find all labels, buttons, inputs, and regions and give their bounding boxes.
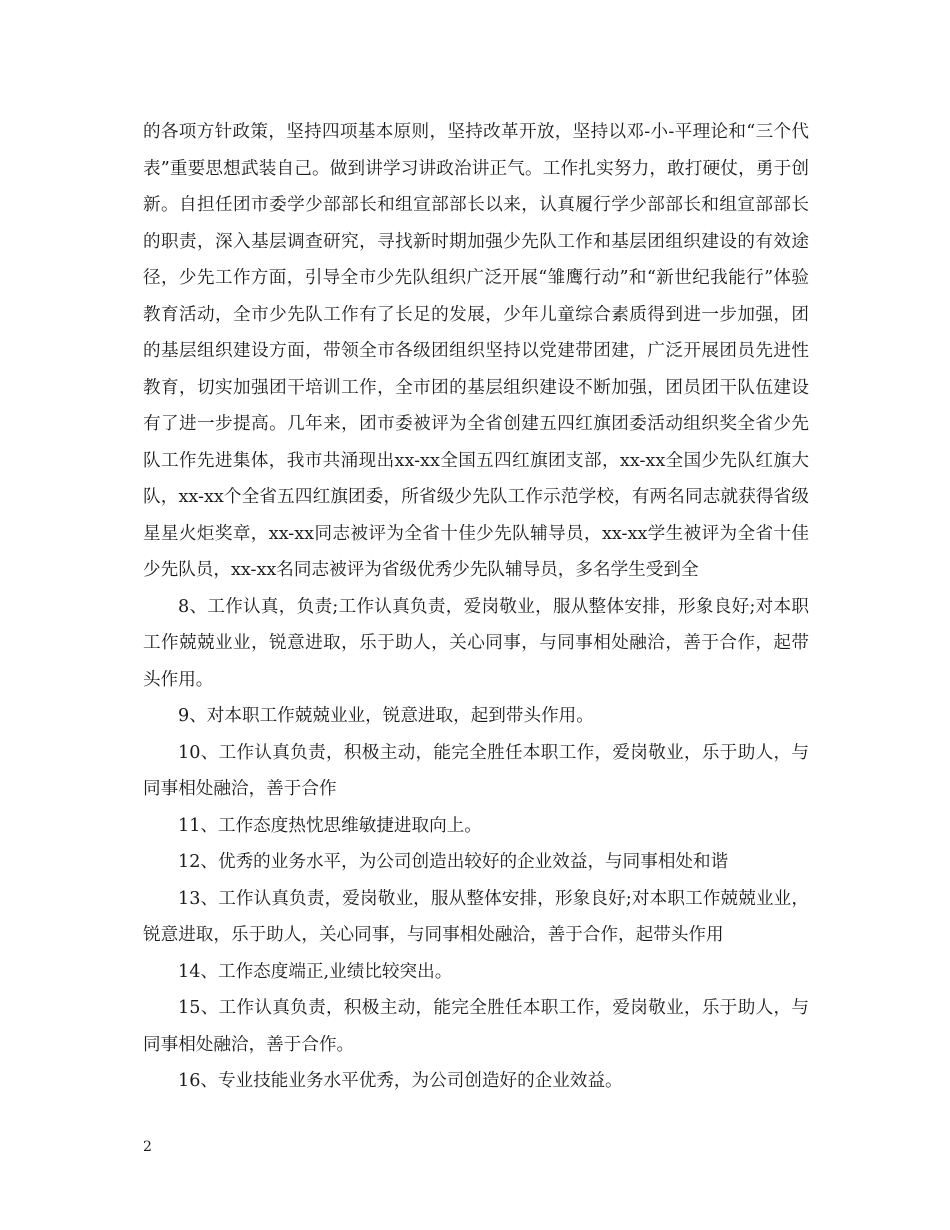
list-item-9: 9、对本职工作兢兢业业，锐意进取，起到带头作用。	[178, 706, 594, 726]
list-item-15: 15、工作认真负责，积极主动，能完全胜任本职工作，爱岗敬业，乐于助人，与同事相处融洽，善于合作。	[143, 998, 809, 1055]
list-item-10: 10、工作认真负责，积极主动，能完全胜任本职工作，爱岗敬业，乐于助人，与同事相处融洽，善于合作	[143, 742, 809, 799]
document-body	[143, 114, 809, 1100]
list-item-14: 14、工作态度端正,业绩比较突出。	[178, 961, 453, 982]
list-item-12: 12、优秀的业务水平，为公司创造出较好的企业效益，与同事相处和谐	[178, 852, 729, 872]
list-item-11: 11、工作态度热忱思维敏捷进取向上。	[178, 815, 482, 836]
list-item-8: 8、工作认真，负责;工作认真负责，爱岗敬业，服从整体安排，形象良好;对本职工作兢兢业业，锐意进取，乐于助人，关心同事，与同事相处融洽，善于合作，起带头作用。	[143, 596, 809, 690]
list-item-13: 13、工作认真负责，爱岗敬业，服从整体安排，形象良好;对本职工作兢兢业业，锐意进取，乐于助人，关心同事，与同事相处融洽，善于合作，起带头作用	[143, 888, 809, 945]
list-item-16: 16、专业技能业务水平优秀，为公司创造好的企业效益。	[178, 1071, 623, 1091]
page-number: 2	[143, 1139, 152, 1155]
body-paragraph: 的各项方针政策，坚持四项基本原则，坚持改革开放，坚持以邓-小-平理论和“三个代表”重要思想武装自己。做到讲学习讲政治讲正气。工作扎实努力，敢打硬仗，勇于创新。自担任团市委学少部部长和组宣部部长以来，认真履行学少部部长和组宣部部长的职责，深入基层调查研究，寻找新时期加强少先队工作和基层团组织建设的有效途径，少先工作方面，引导全市少先队组织广泛开展“雏鹰行动”和“新世纪我能行”体验教育活动，全市少先队工作有了长足的发展，少年儿童综合素质得到进一步加强，团的基层组织建设方面，带领全市各级团组织坚持以党建带团建，广泛开展团员先进性教育，切实加强团干培训工作，全市团的基层组织建设不断加强，团员团干队伍建设有了进一步提高。几年来，团市委被评为全省创建五四红旗团委活动组织奖全省少先队工作先进集体，我市共涌现出xx-xx全国五四红旗团支部，xx-xx全国少先队红旗大队，xx-xx个全省五四红旗团委，所省级少先队工作示范学校，有两名同志就获得省级星星火炬奖章，xx-xx同志被评为全省十佳少先队辅导员，xx-xx学生被评为全省十佳少先队员，xx-xx名同志被评为省级优秀少先队辅导员，多名学生受到全	[143, 122, 809, 580]
